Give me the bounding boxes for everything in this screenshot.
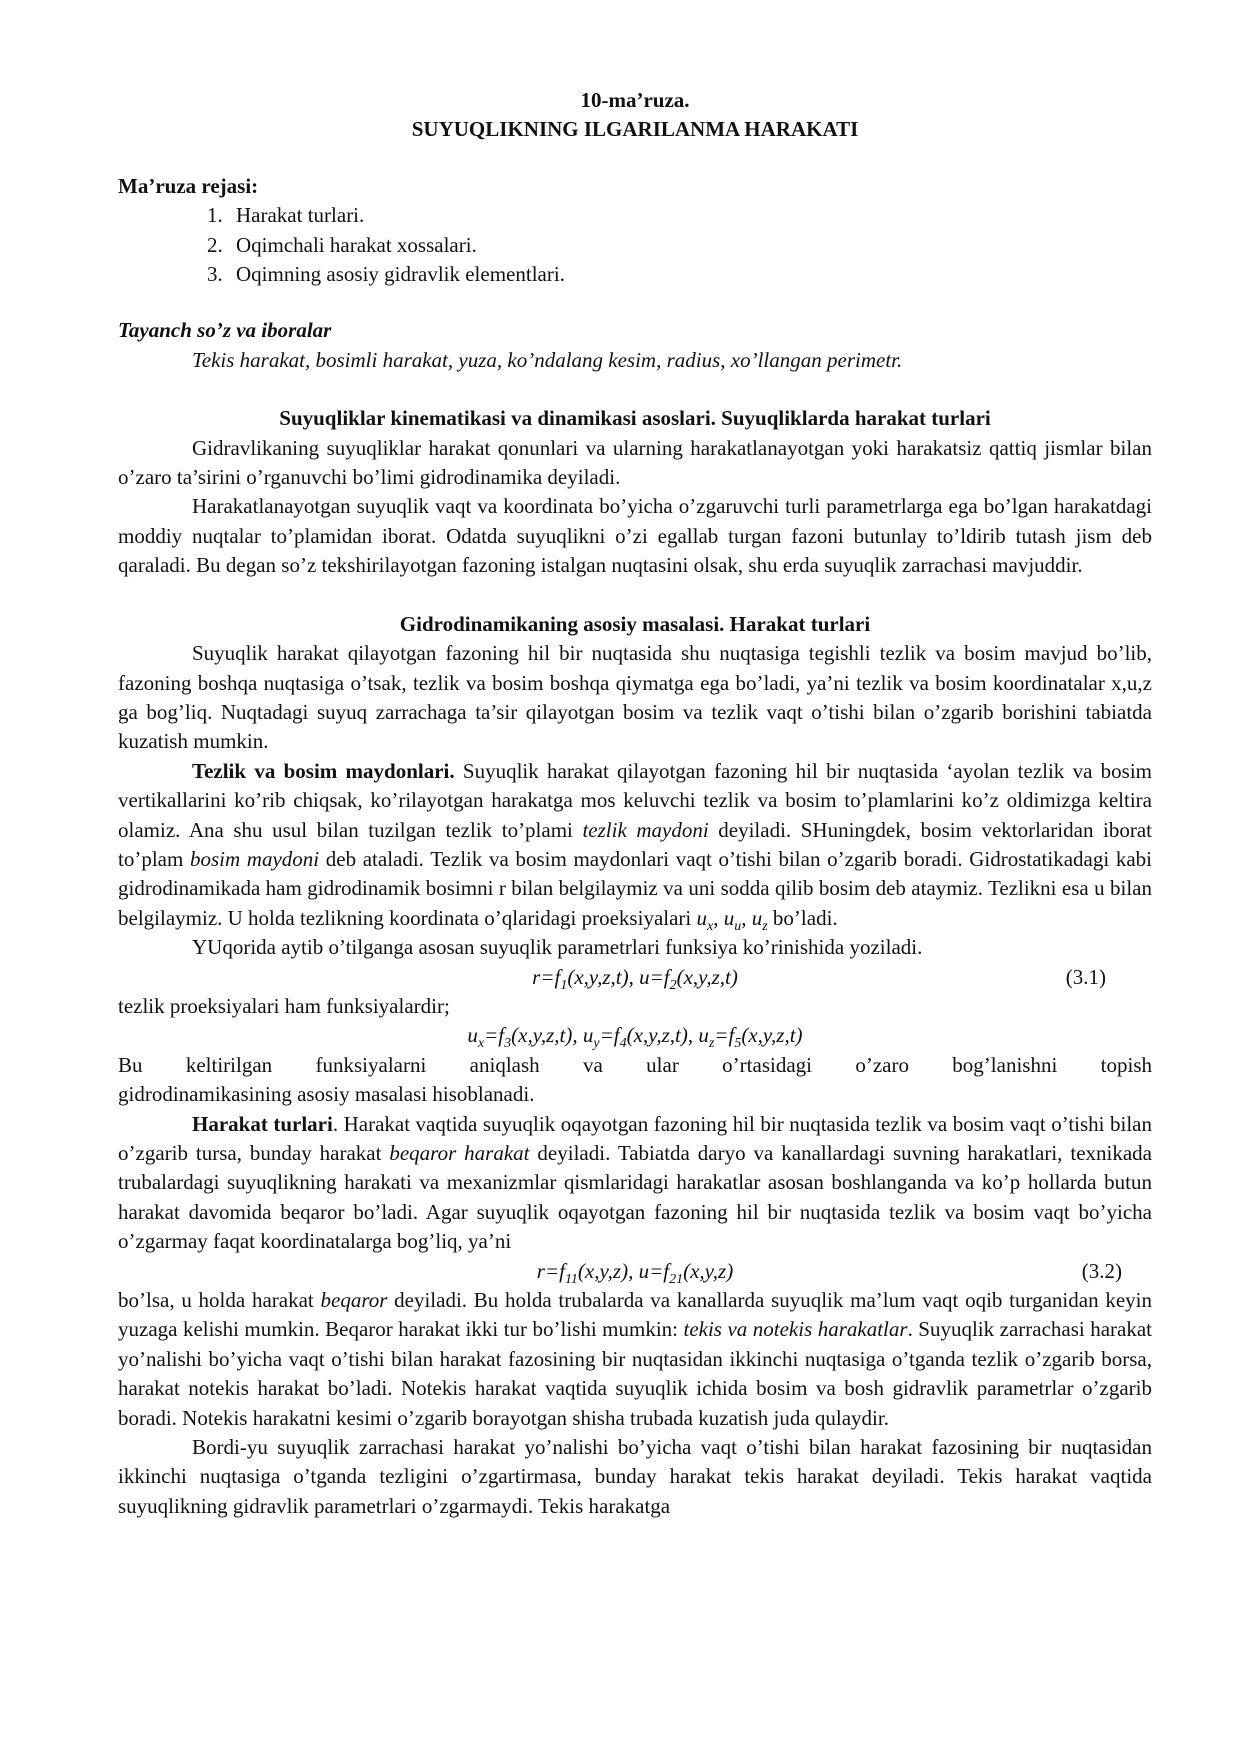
plan-list xyxy=(118,201,1152,289)
plan-heading: Ma’ruza rejasi: xyxy=(118,173,259,198)
section2-heading: Gidrodinamikaning asosiy masalasi. Harakat turlari xyxy=(399,611,871,636)
plan-item: 3. Oqimning asosiy gidravlik elementlari. xyxy=(228,260,1152,289)
equation-3-1 xyxy=(118,963,1152,992)
equation-expression: $u_x=f_3(x,y,z,t)$, $u_y=f_4(x,y,z,t)$, $u_z=f_5(x,y,z,t)$ xyxy=(467,1023,803,1052)
section1-paragraph: Harakatlanayotgan suyuqlik vaqt va koordinata bo’yicha o’zgaruvchi turli parametrlarga ega bo’lgan harakatdagi moddiy nuqtalar to’plamidan iborat. Odatda suyuqlikni o’zi egallab turgan fazoni butunlay to’ldirib tutash jism deb qaraladi. Bu degan so’z tekshirilayotgan fazoning istalgan nuqtasini olsak, shu erda suyuqlik zarrachasi mavjuddir. xyxy=(118,494,1152,578)
motion-types-term: Harakat turlari xyxy=(192,1111,333,1136)
fields-paragraph: Tezlik va bosim maydonlari. Suyuqlik harakat qilayotgan fazoning hil bir nuqtasida ‘ayolan tezlik va bosim vertikallarini ko’rib chiqsak, ko’rilayotgan harakatga mos keluvchi tezlik va bosim to’plamlarini ko’z oldimizga keltira olamiz. Ana shu usul bilan tuzilgan tezlik to’plami tezlik maydoni deyiladi. SHuningdek, bosim vektorlaridan iborat to’plam bosim maydoni deb ataladi. Tezlik va bosim maydonlari vaqt o’tishi bilan o’zgarib boradi. Gidrostatikadagi kabi gidrodinamikada ham gidrodinamik bosimni r bilan belgilaymiz va uni sodda qilib bosim deb ataymiz. Tezlikni esa u bilan belgilaymiz. U holda tezlikning koordinata o’qlaridagi proeksiyalari $u_x$, $u_u$, $u_z$ bo’ladi. xyxy=(118,758,1152,934)
section2-paragraph: gidrodinamikasining asosiy masalasi hisoblanadi. xyxy=(118,1082,535,1107)
plan-item: 2. Oqimchali harakat xossalari. xyxy=(228,231,1152,260)
equation-expression: $r=f_1(x,y,z,t)$, $u=f_2(x,y,z,t)$ xyxy=(532,964,738,993)
plan-item: 1. Harakat turlari. xyxy=(228,201,1152,230)
lecture-number: 10-ma’ruza. xyxy=(580,88,690,112)
equation-3-2 xyxy=(118,1257,1152,1286)
page-title: SUYUQLIKNING ILGARILANMA HARAKATI xyxy=(411,117,859,142)
fields-term: Tezlik va bosim maydonlari. xyxy=(192,758,455,783)
term-velocity-field: tezlik maydoni xyxy=(582,817,709,842)
equation-expression: $r=f_{11}(x,y,z)$, $u=f_{21}(x,y,z)$ xyxy=(536,1258,734,1287)
term-unsteady-motion: beqaror harakat xyxy=(389,1140,530,1165)
term-pressure-field: bosim maydoni xyxy=(189,846,320,871)
page-content xyxy=(118,86,1152,1521)
keywords-text: Tekis harakat, bosimli harakat, yuza, ko’ndalang kesim, radius, xo’llangan perimetr. xyxy=(192,347,903,372)
motion-types-paragraph: Harakat turlari. Harakat vaqtida suyuqlik oqayotgan fazoning hil bir nuqtasida tezlik va bosim vaqt o’tishi bilan o’zgarib tursa, bunday harakat beqaror harakat deyiladi. Tabiatda daryo va kanallardagi suvning harakatlari, texnikada trubalardagi suyuqlikning harakati va mexanizmlar qismlaridagi harakatlar asosan boshlanganda va ko’p hollarda butun harakat davomida beqaror bo’ladi. Agar suyuqlik oqayotgan fazoning hil bir nuqtasida tezlik va bosim vaqt bo’yicha o’zgarmay faqat koordinatalarga bog’liq, ya’ni xyxy=(118,1111,1152,1254)
section1-heading: Suyuqliklar kinematikasi va dinamikasi asoslari. Suyuqliklarda harakat turlari xyxy=(279,406,991,431)
section2-paragraph: YUqorida aytib o’tilganga asosan suyuqlik parametrlari funksiya ko’rinishida yoziladi. xyxy=(192,935,923,960)
keywords-heading: Tayanch so’z va iboralar xyxy=(118,318,332,343)
section2-paragraph: Bu keltirilgan funksiyalarni aniqlash va ular o’rtasidagi o’zaro bog’lanishni topish xyxy=(118,1052,1152,1077)
equation-projections xyxy=(118,1021,1152,1050)
section2-paragraph: bo’lsa, u holda harakat beqaror deyiladi. Bu holda trubalarda va kanallarda suyuqlik ma’lum vaqt oqib turganidan keyin yuzaga kelishi mumkin. Beqaror harakat ikki tur bo’lishi mumkin: tekis va notekis harakatlar. Suyuqlik zarrachasi harakat yo’nalishi bo’yicha vaqt o’tishi bilan harakat fazosining bir nuqtasidan ikkinchi nuqtasiga o’tganda tezlik o’zgarib borsa, harakat notekis harakat bo’ladi. Notekis harakat vaqtida suyuqlik ichida bosim va bosh gidravlik parametrlar o’zgarib boradi. Notekis harakatni kesimi o’zgarib borayotgan shisha trubada kuzatish juda qulaydir. xyxy=(118,1287,1152,1430)
equation-number: (3.2) xyxy=(1081,1258,1122,1283)
section2-paragraph: Bordi-yu suyuqlik zarrachasi harakat yo’nalishi bo’yicha vaqt o’tishi bilan harakat fazosining bir nuqtasidan ikkinchi nuqtasiga o’tganda tezligini o’zgartirmasa, bunday harakat tekis harakat deyiladi. Tekis harakat vaqtida suyuqlikning gidravlik parametrlari o’zgarmaydi. Tekis harakatga xyxy=(118,1435,1152,1518)
section2-paragraph: tezlik proeksiyalari ham funksiyalardir; xyxy=(118,993,450,1018)
section1-paragraph: Gidravlikaning suyuqliklar harakat qonunlari va ularning harakatlanayotgan yoki harakatsiz qattiq jismlar bilan o’zaro ta’sirini o’rganuvchi bo’limi gidrodinamika deyiladi. xyxy=(118,435,1152,490)
equation-number: (3.1) xyxy=(1065,964,1106,989)
section2-paragraph: Suyuqlik harakat qilayotgan fazoning hil bir nuqtasida shu nuqtasiga tegishli tezlik va bosim mavjud bo’lib, fazoning boshqa nuqtasiga o’tsak, tezlik va bosim boshqa qiymatga ega bo’ladi, ya’ni tezlik va bosim koordinatalar x,u,z ga bog’liq. Nuqtadagi suyuq zarrachaga ta’sir qilayotgan bosim va tezlik vaqt o’tishi bilan o’zgarib borishini tabiatda kuzatish mumkin. xyxy=(118,641,1152,754)
